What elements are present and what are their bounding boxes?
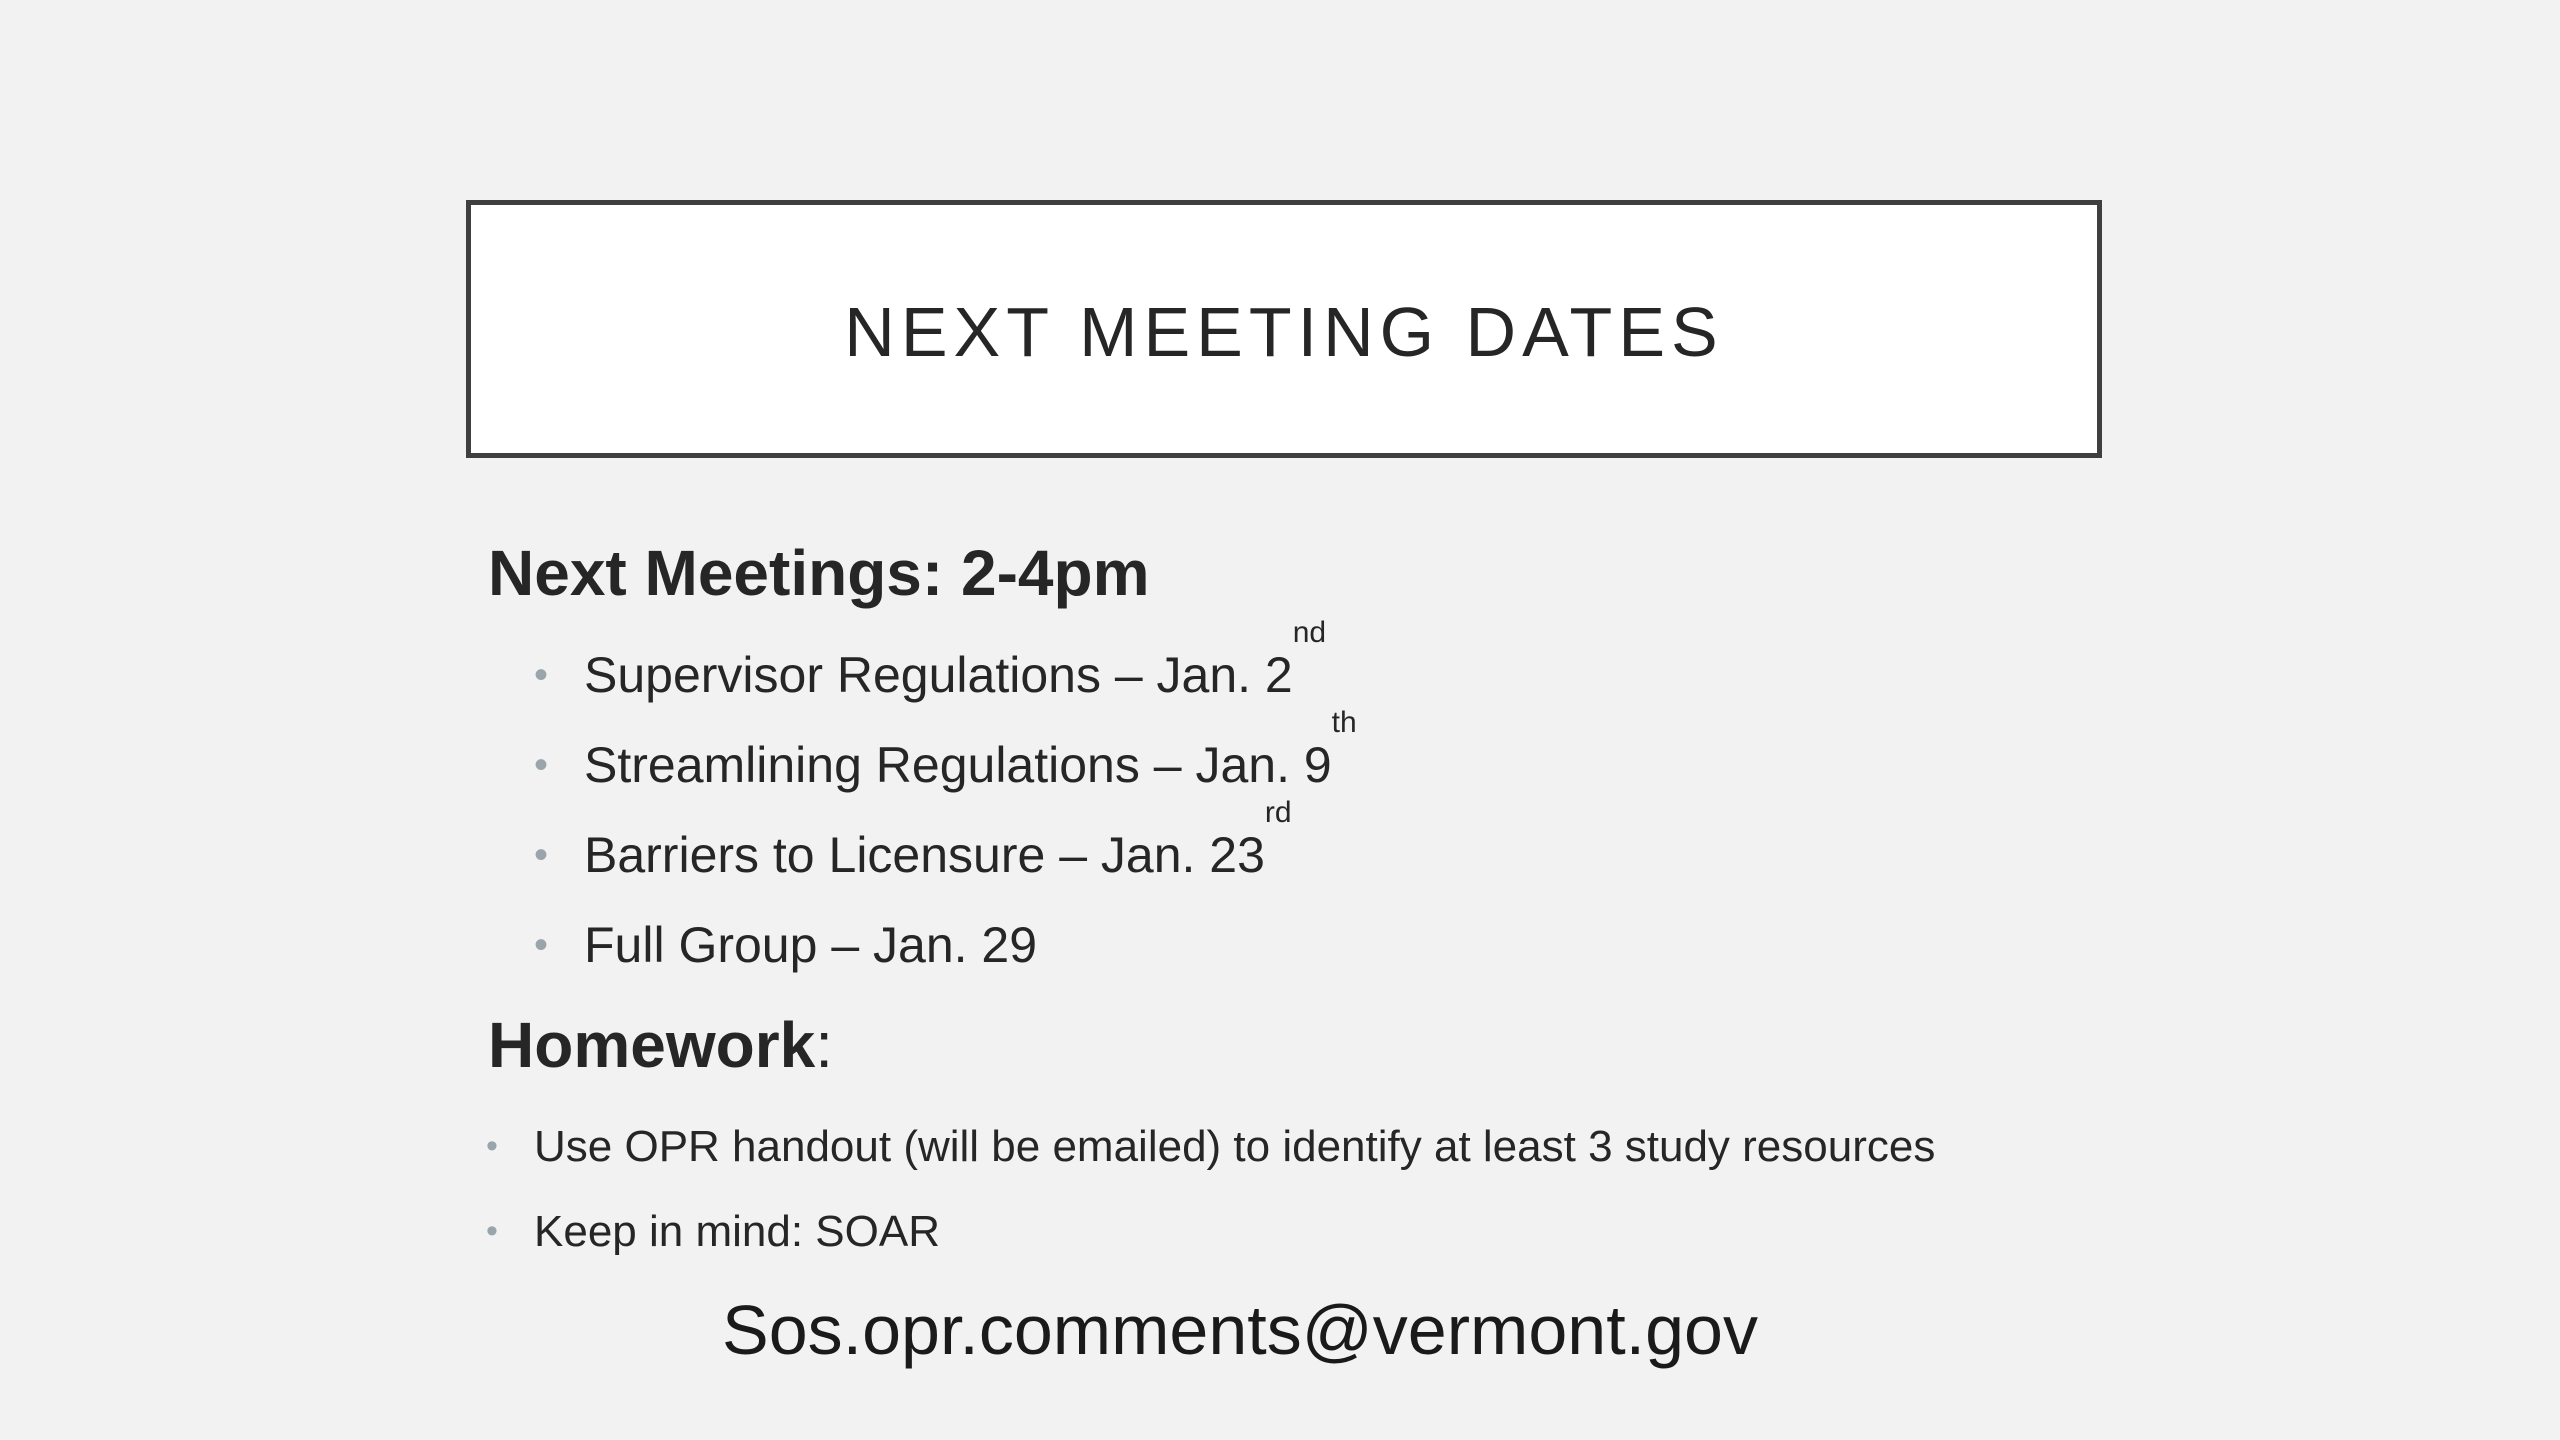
bullet-icon: • xyxy=(534,743,549,787)
bullet-icon: • xyxy=(486,1127,498,1165)
list-item xyxy=(486,1189,1935,1274)
slide-title: NEXT MEETING DATES xyxy=(844,293,1724,371)
list-item xyxy=(534,616,1357,720)
meeting-text: Barriers to Licensure – Jan. 23 xyxy=(584,827,1265,883)
meetings-list xyxy=(534,616,1357,990)
ordinal-suffix: rd xyxy=(1264,796,1292,829)
meeting-text: Full Group – Jan. 29 xyxy=(584,917,1038,973)
bullet-icon: • xyxy=(534,923,549,967)
list-item xyxy=(534,900,1357,990)
ordinal-suffix: th xyxy=(1331,706,1357,739)
homework-heading-text: Homework xyxy=(488,1009,816,1081)
list-item xyxy=(534,796,1357,900)
homework-heading xyxy=(488,1008,833,1082)
homework-text: Use OPR handout (will be emailed) to identify at least 3 study resources xyxy=(534,1122,1936,1171)
list-item xyxy=(534,706,1357,810)
bullet-icon: • xyxy=(486,1212,498,1250)
bullet-icon: • xyxy=(534,653,549,697)
title-box xyxy=(466,200,2102,458)
meeting-text: Supervisor Regulations – Jan. 2 xyxy=(584,647,1293,703)
ordinal-suffix: nd xyxy=(1292,616,1327,649)
list-item xyxy=(486,1104,1935,1189)
meeting-text: Streamlining Regulations – Jan. 9 xyxy=(584,737,1332,793)
contact-email: Sos.opr.comments@vermont.gov xyxy=(722,1291,1758,1369)
meetings-heading: Next Meetings: 2-4pm xyxy=(488,537,1150,609)
bullet-icon: • xyxy=(534,833,549,877)
homework-text: Keep in mind: SOAR xyxy=(534,1207,940,1256)
homework-colon: : xyxy=(815,1009,833,1081)
homework-list xyxy=(486,1104,1935,1274)
